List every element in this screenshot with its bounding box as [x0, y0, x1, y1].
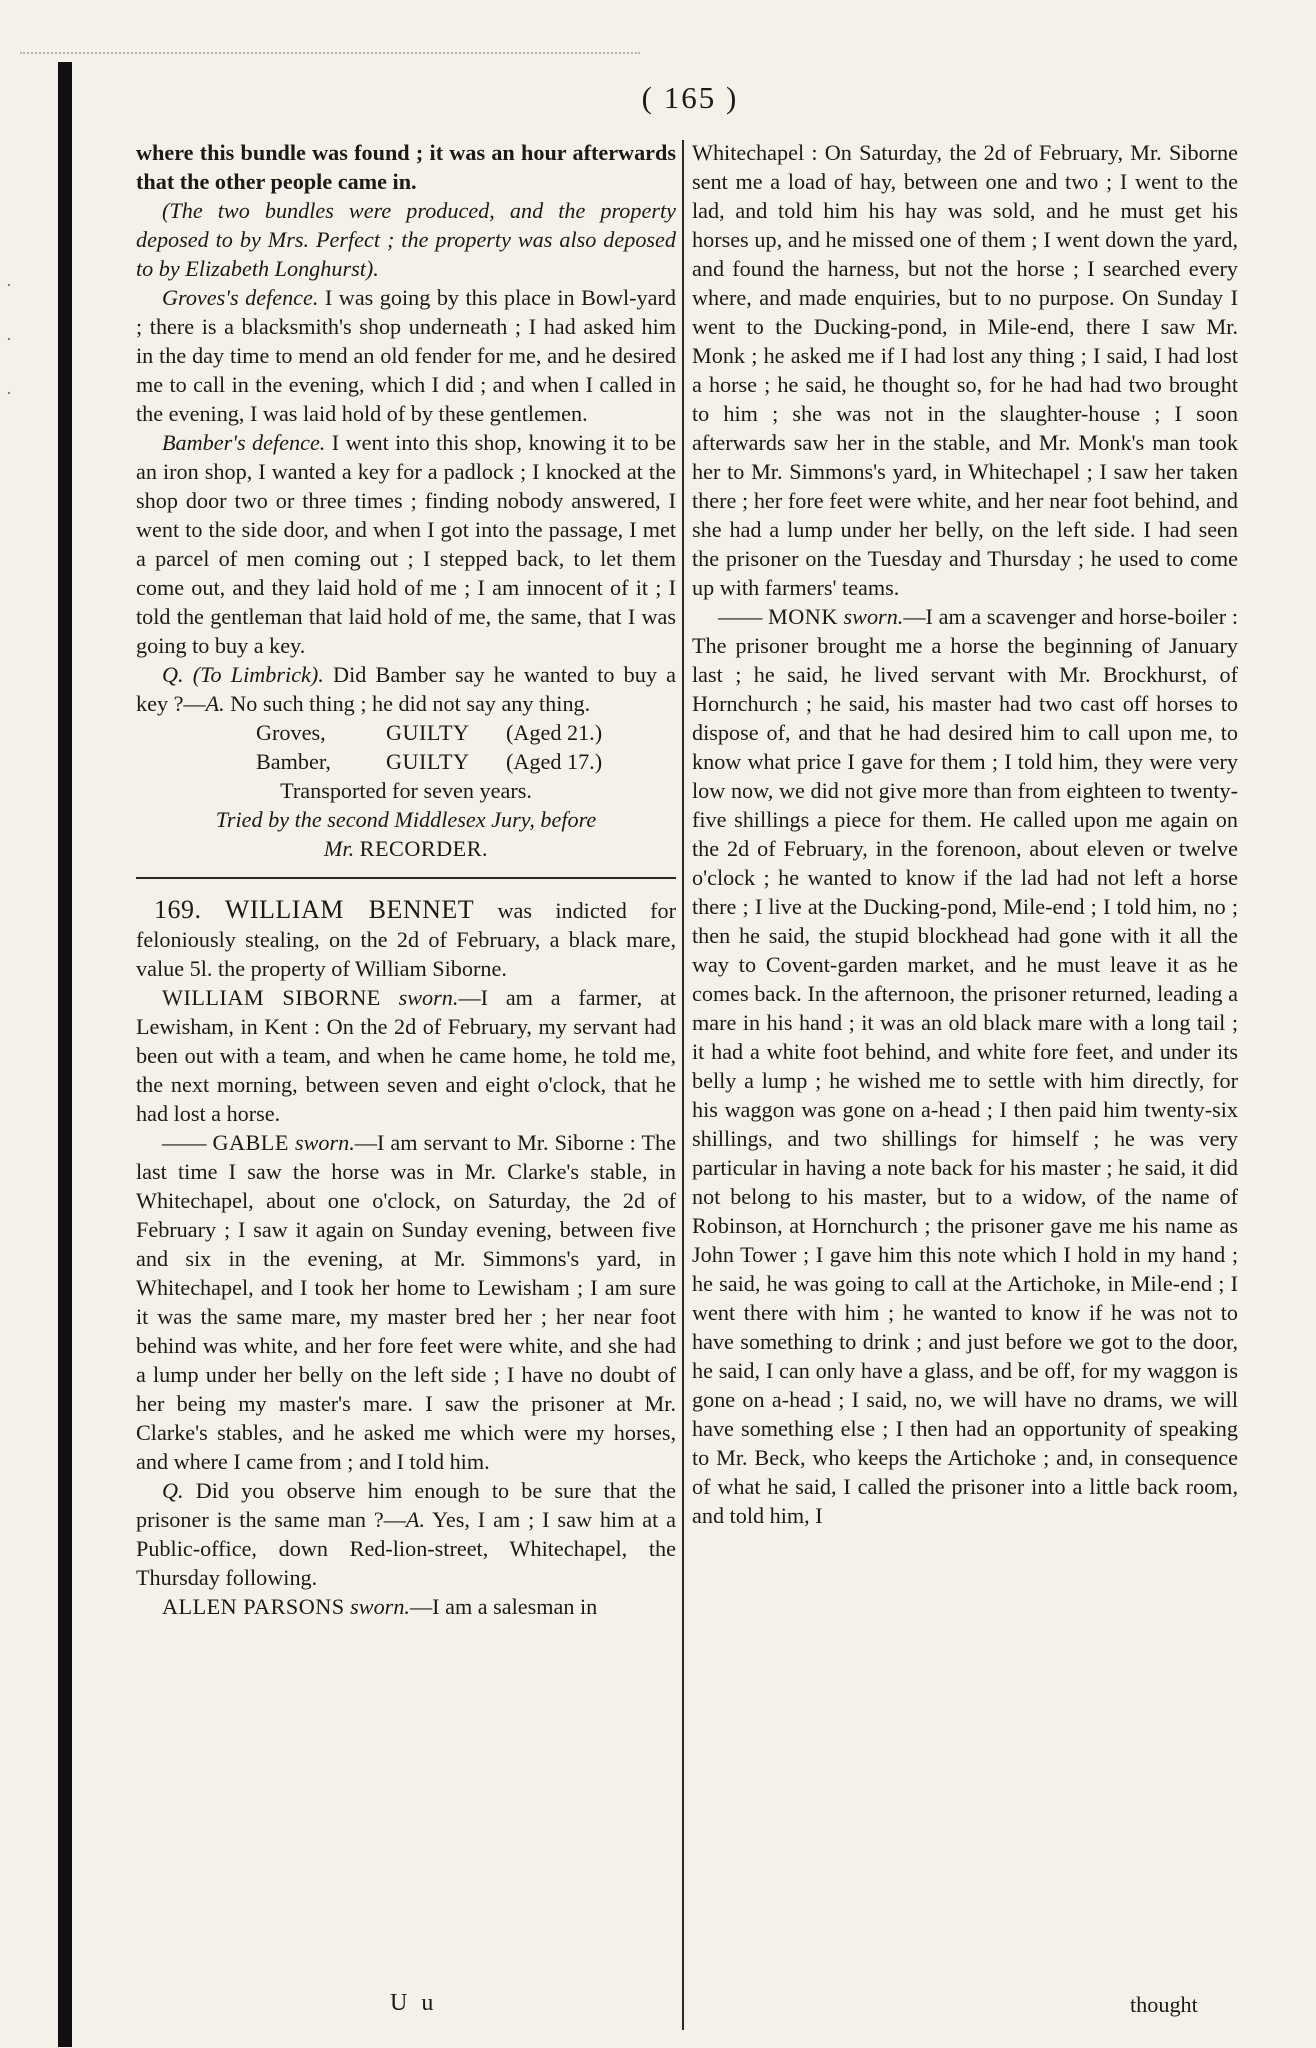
verdict-row	[256, 718, 676, 747]
witness-testimony	[136, 983, 676, 1128]
testimony-text: —I am a scavenger and horse-boiler : The prisoner brought me a horse the beginning of January last ; he said, he lived servant with Mr. Brockhurst, of Hornchurch ; he said, his master had two cast off horses to dispose of, and that he had desired him to call upon me, to know what price I gave for them ; I told him, they were very low now, we did not give more than from eighteen to twenty-five shillings a piece for them. He called upon me again on the 2d of February, in the forenoon, about eleven or twelve o'clock ; he wanted to know if the lad had not left a horse there ; I live at the Ducking-pond, Mile-end ; I told him, no ; then he said, the stupid blockhead had gone with it all the way to Covent-garden market, and he must leave it as he comes back. In the afternoon, the prisoner returned, leading a mare in his hand ; it was an old black mare with a long tail ; it had a white foot behind, and white fore feet, and under its belly a lump ; he wished me to settle with him directly, for his waggon was gone on a-head ; I then paid him twenty-six shillings, and two shillings for himself ; he was very particular in having a note back for his master ; he said, it did not belong to his master, but to a widow, of the name of Robinson, at Hornchurch ; the prisoner gave me his name as John Tower ; I gave him this note which I hold in my hand ; he said, he was going to call at the Artichoke, in Mile-end ; I went there with him ; he wanted to know if he was not to have something to drink ; and just before we got to the door, he said, I can only have a glass, and be off, for my waggon is gone on a-head ; I said, no, we will have no drams, we will have something else ; I then had an opportunity of speaking to Mr. Beck, who keeps the Artichoke ; and, in consequence of what he said, I called the prisoner into a little back room, and told him, I	[692, 604, 1238, 1528]
scan-noise	[20, 52, 640, 58]
answer-marker: A.	[205, 691, 225, 716]
catchword: thought	[1130, 1992, 1198, 2017]
right-column	[692, 138, 1238, 1530]
dash: ——	[162, 1130, 207, 1155]
sworn-label: sworn.	[837, 604, 904, 629]
scan-edge-shadow	[58, 62, 72, 2047]
paragraph-text: Did you observe him enough to be sure that the prisoner is the same man ?—	[136, 1478, 676, 1532]
sentence: Transported for seven years.	[280, 778, 532, 803]
tried-by: Tried by the second Middlesex Jury, before	[215, 807, 597, 832]
case-heading	[136, 895, 676, 983]
witness-testimony	[692, 602, 1238, 1530]
verdict: GUILTY	[386, 720, 470, 745]
testimony-text: —I am servant to Mr. Siborne : The last time I saw the horse was in Mr. Clarke's stable, in Whitechapel, about one o'clock, on Saturday, the 2d of February ; I saw it again on Sunday evening, between five and six in the evening, at Mr. Simmons's yard, in Whitechapel, and I took her home to Lewisham ; I am sure it was the same mare, my master bred her ; her near foot behind was white, and her fore feet were white, and she had a lump under her belly on the left side ; I have no doubt of her being my master's mare. I saw the prisoner at Mr. Clarke's stables, and he asked me which were my horses, and where I came from ; and I told him.	[136, 1130, 676, 1474]
section-rule	[136, 877, 676, 879]
recorder: RECORDER.	[359, 836, 489, 861]
witness-name: MONK	[768, 604, 838, 629]
paragraph: (The two bundles were produced, and the property deposed to by Mrs. Perfect ; the property was also deposed to by Elizabeth Longhurst).	[136, 198, 676, 281]
witness-testimony	[136, 1592, 676, 1621]
witness-name: GABLE	[212, 1130, 289, 1155]
paragraph	[136, 1476, 676, 1592]
witness-name: ALLEN PARSONS	[162, 1594, 345, 1619]
recorder-line	[136, 834, 676, 863]
answer-marker: A.	[405, 1507, 426, 1532]
signature-mark: U u	[390, 1990, 438, 2016]
age: (Aged 21.)	[506, 720, 603, 745]
question-marker: Q.	[162, 662, 184, 687]
defence-label: Bamber's defence.	[162, 430, 326, 455]
paragraph-text: I went into this shop, knowing it to be an iron shop, I wanted a key for a padlock ; I knocked at the shop door two or three times ; finding nobody answered, I went to the side door, and when I got into the passage, I met a parcel of men coming out ; I stepped back, to let them come out, and they laid hold of me ; I am innocent of it ; I told the gentleman that laid hold of me, the same, that I was going to buy a key.	[136, 430, 676, 658]
verdict: GUILTY	[386, 749, 470, 774]
question-marker: Q.	[162, 1478, 184, 1503]
defendant: WILLIAM BENNET	[224, 895, 475, 924]
dash: ——	[718, 604, 763, 629]
addressee: (To Limbrick).	[183, 662, 324, 687]
paragraph	[136, 428, 676, 660]
page-number: ( 165 )	[641, 80, 739, 115]
defendant-name: Groves,	[256, 720, 326, 745]
paragraph-text: No such thing ; he did not say any thing.	[224, 691, 591, 716]
sworn-label: sworn.	[288, 1130, 355, 1155]
verdict-row	[256, 747, 676, 776]
paragraph: where this bundle was found ; it was an hour afterwards that the other people came in.	[136, 140, 676, 194]
paragraph-text: Yes, I am ; I saw him at a Public-office, down Red-lion-street, Whitechapel, the Thursday following.	[136, 1507, 676, 1590]
case-number: 169.	[154, 895, 202, 924]
recorder-prefix: Mr.	[323, 836, 355, 861]
defendant-name: Bamber,	[256, 749, 331, 774]
testimony-text: —I am a salesman in	[409, 1594, 598, 1619]
testimony-text: —I am a farmer, at Lewisham, in Kent : On the 2d of February, my servant had been out with a team, and when he came home, he told me, the next morning, between seven and eight o'clock, that he had lost a horse.	[136, 985, 676, 1126]
left-column	[136, 138, 676, 1621]
indictment-text: was indicted for feloniously stealing, on the 2d of February, a black mare, value 5l. the property of William Siborne.	[136, 898, 676, 981]
witness-testimony	[136, 1128, 676, 1476]
sworn-label: sworn.	[344, 1594, 410, 1619]
paragraph	[136, 660, 676, 718]
defence-label: Groves's defence.	[162, 285, 319, 310]
paragraph: Whitechapel : On Saturday, the 2d of February, Mr. Siborne sent me a load of hay, between one and two ; I went to the lad, and told him his hay was sold, and he must get his horses up, and he missed one of them ; I went down the yard, and found the harness, but not the horse ; I searched every where, and made enquiries, but to no purpose. On Sunday I went to the Ducking-pond, in Mile-end, there I saw Mr. Monk ; he asked me if I had lost any thing ; I said, I had lost a horse ; he said, he thought so, for he had had two brought to him ; she was not in the slaughter-house ; I soon afterwards saw her in the stable, and Mr. Monk's man took her to Mr. Simmons's yard, in Whitechapel ; I saw her taken there ; her fore feet were white, and her near foot behind, and she had a lump under her belly, on the left side. I had seen the prisoner on the Tuesday and Thursday ; he used to come up with farmers' teams.	[692, 140, 1238, 600]
paragraph-text: Did Bamber say he wanted to buy a key ?—	[136, 662, 676, 716]
margin-specks: · · ·	[6, 275, 12, 403]
age: (Aged 17.)	[506, 749, 603, 774]
paragraph-text: I was going by this place in Bowl-yard ; there is a blacksmith's shop underneath ; I had asked him in the day time to mend an old fender for me, and he desired me to call in the evening, which I did ; and when I called in the evening, I was laid hold of by these gentlemen.	[136, 285, 676, 426]
paragraph	[136, 283, 676, 428]
witness-name: WILLIAM SIBORNE	[162, 985, 381, 1010]
column-rule	[682, 140, 684, 2030]
sworn-label: sworn.	[380, 985, 459, 1010]
